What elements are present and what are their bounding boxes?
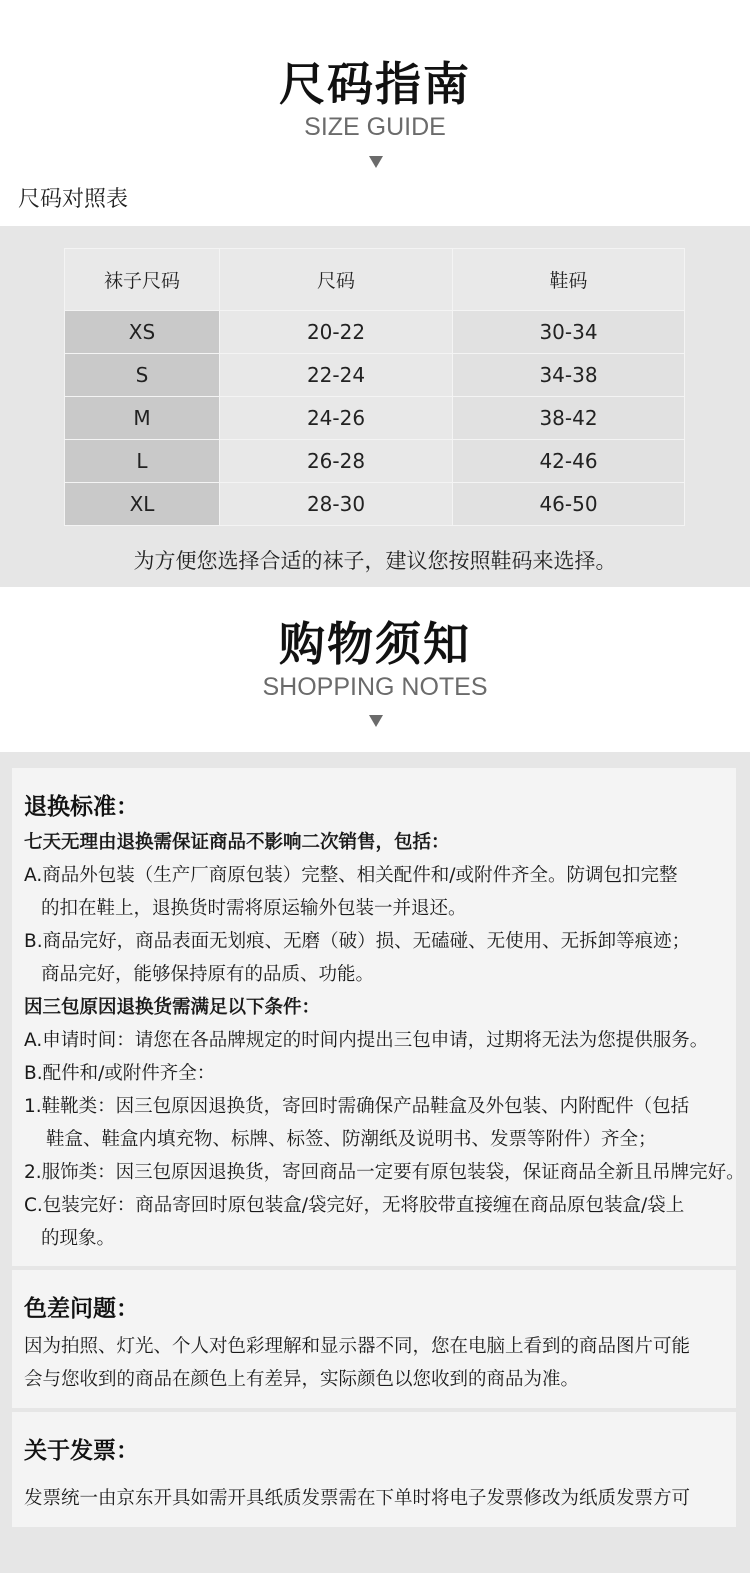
header-shoe-size: 鞋码 <box>453 249 685 311</box>
returns-line: B.配件和/或附件齐全： <box>24 1063 216 1084</box>
size-chart-table <box>64 248 685 526</box>
size-guide-title: 尺码指南 <box>279 57 471 111</box>
cell-size: 20-22 <box>220 311 453 354</box>
shopping-notes-title: 购物须知 <box>279 617 471 671</box>
invoice-card <box>12 1412 736 1527</box>
table-row <box>65 483 685 526</box>
color-diff-card <box>12 1270 736 1408</box>
cell-shoe-size: 34-38 <box>453 354 685 397</box>
color-diff-heading: 色差问题： <box>24 1296 139 1322</box>
shopping-notes-panel <box>0 752 750 1573</box>
cell-size: 28-30 <box>220 483 453 526</box>
returns-line: 1.鞋靴类：因三包原因退换货，寄回时需确保产品鞋盒及外包装、内附配件（包括 <box>24 1096 690 1117</box>
returns-card <box>12 768 745 1266</box>
size-chart-label: 尺码对照表 <box>18 187 129 212</box>
returns-line: C.包装完好：商品寄回时原包装盒/袋完好，无将胶带直接缠在商品原包装盒/袋上 <box>24 1195 685 1216</box>
cell-sock-size: S <box>65 354 220 397</box>
cell-sock-size: M <box>65 397 220 440</box>
cell-size: 24-26 <box>220 397 453 440</box>
returns-line: 鞋盒、鞋盒内填充物、标牌、标签、防潮纸及说明书、发票等附件）齐全； <box>46 1129 657 1150</box>
returns-line: 的现象。 <box>41 1228 116 1249</box>
header-sock-size: 袜子尺码 <box>65 249 220 311</box>
returns-heading: 退换标准： <box>24 794 139 820</box>
color-diff-line: 因为拍照、灯光、个人对色彩理解和显示器不同，您在电脑上看到的商品图片可能 <box>24 1336 691 1357</box>
cell-sock-size: L <box>65 440 220 483</box>
returns-line: 七天无理由退换需保证商品不影响二次销售，包括： <box>24 832 450 853</box>
cell-shoe-size: 42-46 <box>453 440 685 483</box>
returns-line: A.申请时间：请您在各品牌规定的时间内提出三包申请，过期将无法为您提供服务。 <box>24 1030 709 1051</box>
returns-line: 因三包原因退换货需满足以下条件： <box>24 997 321 1018</box>
returns-line: 的扣在鞋上，退换货时需将原运输外包装一并退还。 <box>41 898 467 919</box>
cell-sock-size: XS <box>65 311 220 354</box>
returns-line: 商品完好，能够保持原有的品质、功能。 <box>41 964 375 985</box>
invoice-line: 发票统一由京东开具如需开具纸质发票需在下单时将电子发票修改为纸质发票方可 <box>24 1488 691 1509</box>
header-size: 尺码 <box>220 249 453 311</box>
cell-shoe-size: 30-34 <box>453 311 685 354</box>
size-chart-note: 为方便您选择合适的袜子，建议您按照鞋码来选择。 <box>133 549 617 573</box>
down-triangle-icon <box>369 156 383 168</box>
shopping-notes-subtitle: SHOPPING NOTES <box>262 673 488 701</box>
cell-size: 22-24 <box>220 354 453 397</box>
table-row <box>65 397 685 440</box>
cell-shoe-size: 38-42 <box>453 397 685 440</box>
table-row <box>65 440 685 483</box>
returns-line: A.商品外包装（生产厂商原包装）完整、相关配件和/或附件齐全。防调包扣完整 <box>24 865 678 886</box>
color-diff-line: 会与您收到的商品在颜色上有差异，实际颜色以您收到的商品为准。 <box>24 1369 580 1390</box>
cell-sock-size: XL <box>65 483 220 526</box>
size-guide-subtitle: SIZE GUIDE <box>304 113 446 141</box>
cell-shoe-size: 46-50 <box>453 483 685 526</box>
size-chart-panel <box>0 226 750 587</box>
table-row <box>65 311 685 354</box>
table-header-row <box>65 249 685 311</box>
table-row <box>65 354 685 397</box>
invoice-heading: 关于发票： <box>24 1438 139 1464</box>
cell-size: 26-28 <box>220 440 453 483</box>
returns-line: B.商品完好，商品表面无划痕、无磨（破）损、无磕碰、无使用、无拆卸等痕迹； <box>24 931 691 952</box>
down-triangle-icon <box>369 715 383 727</box>
returns-line: 2.服饰类：因三包原因退换货，寄回商品一定要有原包装袋，保证商品全新且吊牌完好。 <box>24 1162 745 1183</box>
